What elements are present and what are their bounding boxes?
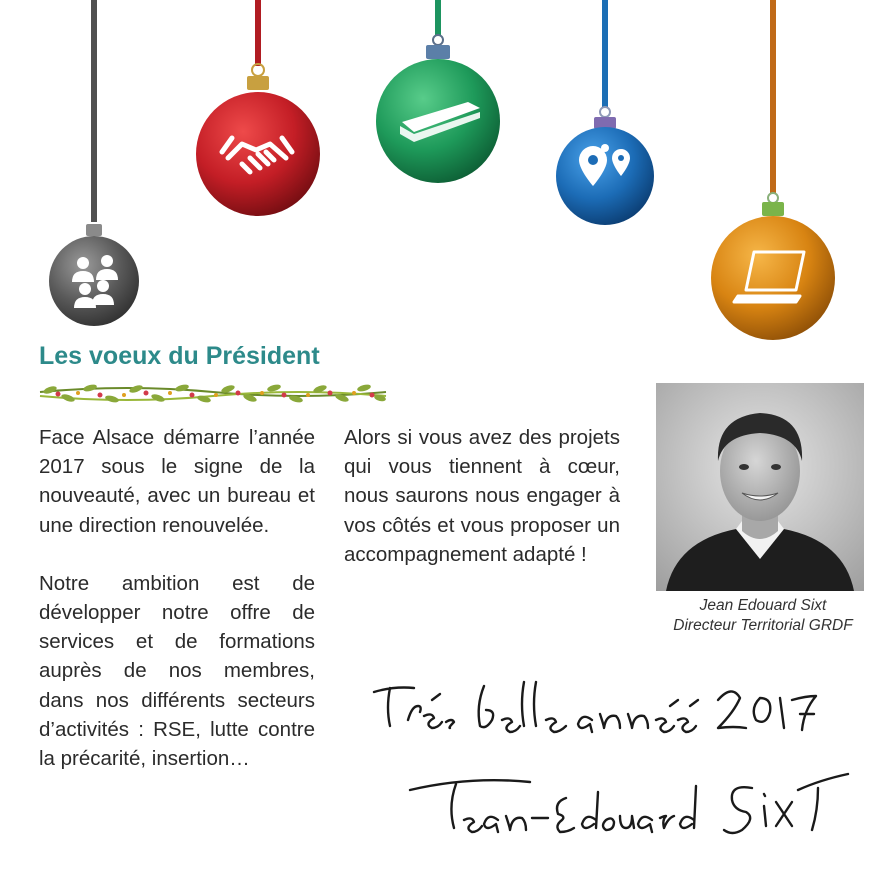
person-name: Jean Edouard Sixt: [699, 597, 827, 614]
ornament-map: [556, 0, 654, 225]
portrait-photo: [656, 383, 864, 591]
ornament-laptop: [711, 0, 835, 340]
paragraph-projects: Alors si vous avez des projets qui vous tiennent à cœur, nous saurons nous engager à vos côtés et vous proposer un accompagnement adapté !: [344, 426, 620, 566]
ornament-handshake: [196, 0, 320, 216]
person-role: Directeur Territorial GRDF: [673, 617, 853, 634]
paragraph-ambition: Notre ambition est de développer notre offre de services et de formations auprès de nos membres, dans nos différents secteurs d’activités : RSE, lutte contre la précarité, insertion…: [39, 571, 315, 771]
text-column-right: [344, 423, 620, 598]
ornament-book: [376, 0, 500, 183]
handwritten-signature: [360, 670, 860, 850]
text-column-left: [39, 423, 315, 802]
portrait-caption: [640, 596, 886, 636]
paragraph-intro: Face Alsace démarre l’année 2017 sous le signe de la nouveauté, avec un bureau et une direction renouvelée.: [39, 426, 315, 537]
ornaments: [0, 0, 886, 340]
page-title: Les voeux du Président: [39, 342, 320, 370]
ornament-people: [49, 0, 139, 326]
garland-decoration: [38, 378, 388, 410]
